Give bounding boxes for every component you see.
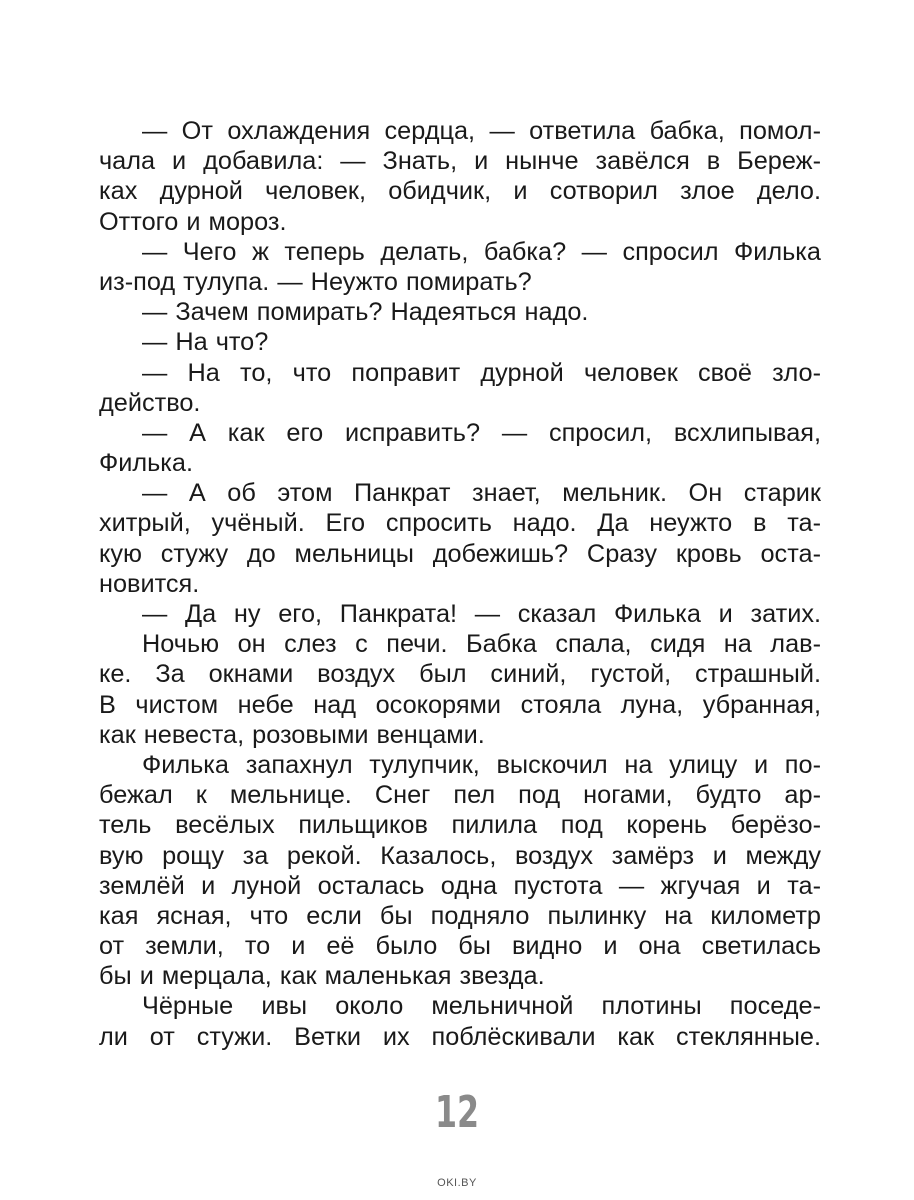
text-line: В чистом небе над осокорями стояла луна, убранная,	[99, 690, 821, 719]
text-line: — А об этом Панкрат знает, мельник. Он старик	[142, 479, 821, 508]
text-line: землёй и луной осталась одна пустота — жгучая и та-	[99, 871, 821, 900]
text-line: Оттого и мороз.	[99, 207, 287, 236]
text-line: — Зачем помирать? Надеяться надо.	[142, 298, 589, 327]
text-line: кую стужу до мельницы добежишь? Сразу кровь оста-	[99, 539, 821, 568]
body-text	[99, 116, 821, 1052]
text-line: бы и мерцала, как маленькая звезда.	[99, 962, 545, 991]
text-line: ли от стужи. Ветки их поблёскивали как стеклянные.	[99, 1022, 821, 1051]
page-number: 12	[434, 1087, 480, 1138]
text-line: Филька.	[99, 449, 194, 478]
text-line: из-под тулупа. — Неужто помирать?	[99, 267, 532, 296]
text-line: от земли, то и её было бы видно и она светилась	[99, 932, 821, 961]
text-line: тель весёлых пильщиков пилила под корень берёзо-	[99, 811, 821, 840]
text-line: — На то, что поправит дурной человек своё зло-	[142, 358, 821, 387]
text-line: — От охлаждения сердца, — ответила бабка, помол-	[142, 117, 821, 145]
text-line: — На что?	[142, 328, 269, 357]
text-line: Чёрные ивы около мельничной плотины поседе-	[142, 992, 821, 1021]
text-line: чала и добавила: — Знать, и нынче завёлся в Береж-	[99, 147, 821, 176]
text-line: вую рощу за рекой. Казалось, воздух замёрз и между	[99, 841, 821, 870]
text-line: — Да ну его, Панкрата! — сказал Филька и затих.	[142, 600, 821, 628]
text-line: ке. За окнами воздух был синий, густой, страшный.	[99, 660, 821, 689]
text-line: кая ясная, что если бы подняло пылинку на километр	[99, 901, 821, 930]
text-line: новится.	[99, 569, 200, 598]
text-line: — Чего ж теперь делать, бабка? — спросил Филька	[142, 237, 821, 266]
text-line: хитрый, учёный. Его спросить надо. Да неужто в та-	[99, 509, 821, 538]
watermark-text: OKI.BY	[437, 1177, 477, 1189]
text-line: Ночью он слез с печи. Бабка спала, сидя на лав-	[142, 630, 821, 659]
text-line: ках дурной человек, обидчик, и сотворил злое дело.	[99, 177, 821, 206]
text-line: бежал к мельнице. Снег пел под ногами, будто ар-	[99, 781, 821, 810]
text-line: действо.	[99, 388, 201, 417]
text-line: как невеста, розовыми венцами.	[99, 720, 485, 749]
text-line: Филька запахнул тулупчик, выскочил на улицу и по-	[142, 750, 821, 779]
text-line: — А как его исправить? — спросил, всхлипывая,	[142, 418, 821, 447]
